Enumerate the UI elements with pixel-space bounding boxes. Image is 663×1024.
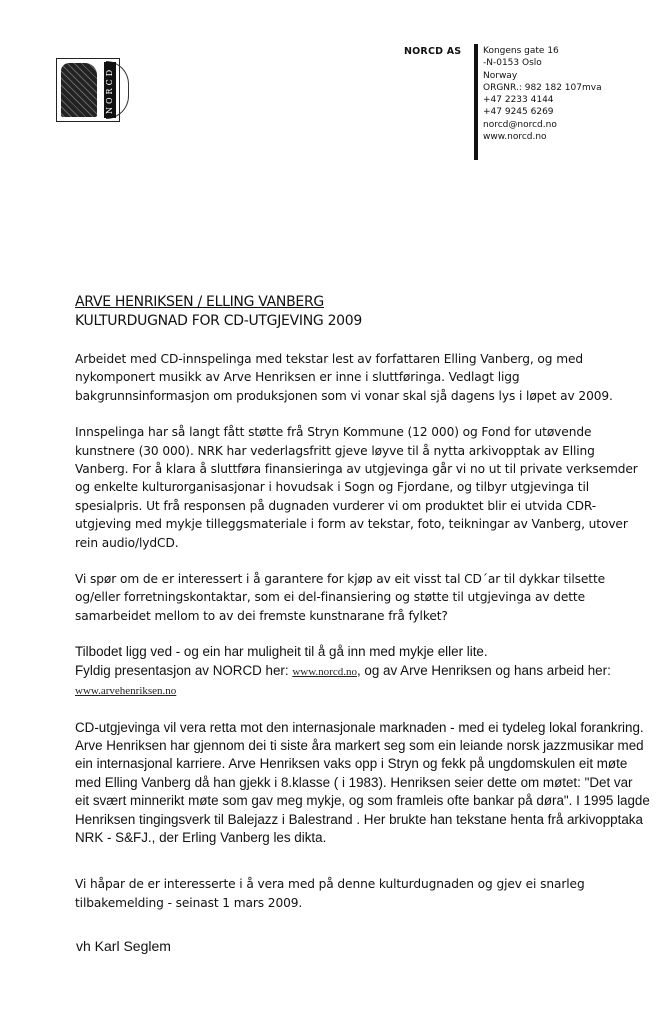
paragraph-offer: Tilbodet ligg ved - og ein har muligheit til å gå inn med mykje eller lite. xyxy=(75,644,488,660)
phone-1: +47 2233 4144 xyxy=(483,95,554,106)
logo-text: NORCD xyxy=(104,62,116,118)
org-number: ORGNR.: 982 182 107mva xyxy=(483,82,602,93)
arvehenriksen-link[interactable]: www.arvehenriksen.no xyxy=(75,685,177,698)
paragraph-intro: Arbeidet med CD-innspelinga med tekstar lest av forfattaren Elling Vanberg, og med nykomponert musikk av Arve Henriksen er inne i sluttføringa. Vedlagt ligg bakgrunnsinformasjon om produksjonen som vi vonar skal sjå dagens lys i løpet av 2009. xyxy=(75,352,613,403)
sculpture-figure-icon xyxy=(61,63,97,117)
letter-title: ARVE HENRIKSEN / ELLING VANBERG xyxy=(75,294,324,310)
website: www.norcd.no xyxy=(483,132,547,143)
phone-2: +47 9245 6269 xyxy=(483,107,554,118)
presentation-prefix: Fyldig presentasjon av NORCD her: xyxy=(75,662,293,678)
paragraph-request: Vi spør om de er interessert i å garantere for kjøp av eit visst tal CD´ar til dykkar tilsette og/eller forretningskontaktar, som ei del-finansiering og støtte til utgjevinga av dette samarbeidet mellom to av dei fremste kunstnarane frå fylket? xyxy=(75,572,606,623)
letterhead-divider xyxy=(474,44,478,160)
paragraph-bio: CD-utgjevinga vil vera retta mot den internasjonale marknaden - med ei tydeleg lokal forankring. Arve Henriksen har gjennom dei ti siste åra markert seg som ein leiande norsk jazzmusikar med ein internasjonal karriere. Arve Henriksen vaks opp i Stryn og fekk på ungdomskulen eit møte med Elling Vanberg då han gjekk i 8.klasse ( i 1983). Henriksen seier dette om møtet: "Det var eit svært minnerikt møte som gav meg mykje, og som framleis ofte bankar på døra". I 1995 lagde Henriksen tingingsverk til Balejazz i Balestrand . Her brukte han tekstane henta frå arkivopptaka NRK - S&FJ., der Erling Vanberg les dikta. xyxy=(75,719,650,845)
paragraph-presentation xyxy=(75,662,650,701)
letter-body xyxy=(75,293,650,930)
signature: vh Karl Seglem xyxy=(76,938,171,954)
paragraph-closing: Vi håpar de er interesserte i å vera med på denne kulturdugnaden og gjev ei snarleg tilbakemelding - seinast 1 mars 2009. xyxy=(75,877,585,910)
address-postcode: -N-0153 Oslo xyxy=(483,58,542,69)
paragraph-funding: Innspelinga har så langt fått støtte frå Stryn Kommune (12 000) og Fond for utøvende kunstnere (30 000). NRK har vederlagsfritt gjeve løyve til å nytta arkivopptak av Elling Vanberg. For å klara å sluttføra finansieringa av utgjevinga går vi no ut til private verksemder og enkelte kulturorganisasjonar i hovudsak i Sogn og Fjordane, og tilbyr utgjevinga til spesialpris. Ut frå responsen på dugnaden vurderer vi om produktet blir ei utvida CDR-utgjeving med mykje tilleggsmateriale i form av tekstar, foto, teikningar av Vanberg, utover rein audio/lydCD. xyxy=(75,425,638,550)
address-street: Kongens gate 16 xyxy=(483,46,559,56)
address-country: Norway xyxy=(483,70,518,81)
email: norcd@norcd.no xyxy=(483,119,557,130)
company-address xyxy=(483,45,602,143)
company-name: NORCD AS xyxy=(404,46,462,57)
norcd-link[interactable]: www.norcd.no xyxy=(292,665,357,678)
presentation-middle: , og av Arve Henriksen og hans arbeid her: xyxy=(356,662,611,678)
norcd-logo xyxy=(56,58,120,122)
letter-subtitle: KULTURDUGNAD FOR CD-UTGJEVING 2009 xyxy=(75,313,362,329)
